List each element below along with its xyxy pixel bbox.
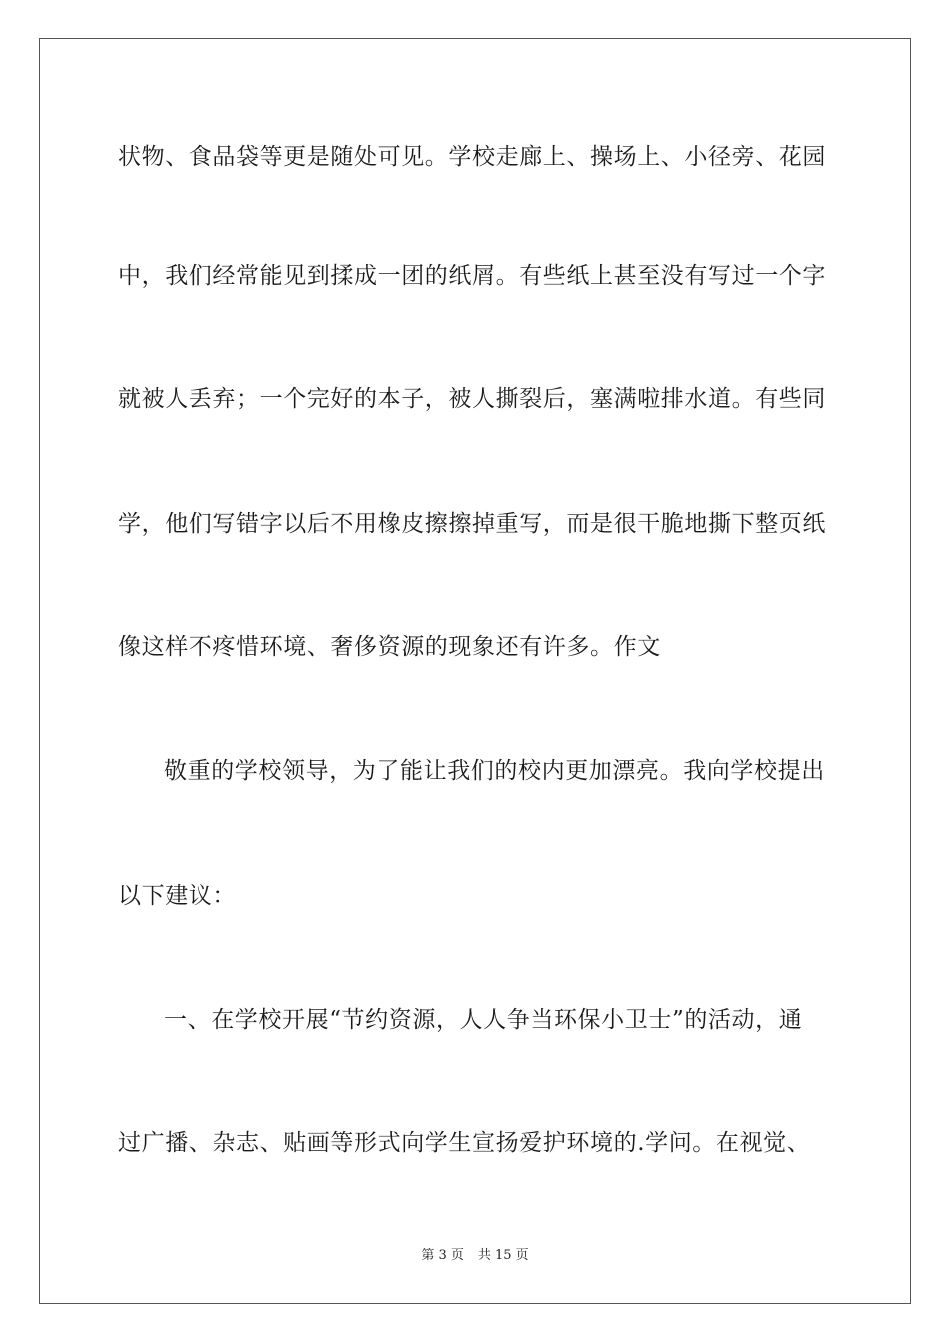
body-line-1: 状物、食品袋等更是随处可见。学校走廊上、操场上、小径旁、花园 xyxy=(118,144,826,170)
body-line-9: 过广播、杂志、贴画等形式向学生宣扬爱护环境的.学问。在视觉、 xyxy=(118,1130,811,1156)
page-border xyxy=(39,38,911,1304)
body-line-5: 像这样不疼惜环境、奢侈资源的现象还有许多。作文 xyxy=(118,634,661,660)
body-line-4: 学，他们写错字以后不用橡皮擦擦掉重写，而是很干脆地撕下整页纸 xyxy=(118,511,826,537)
body-line-7: 以下建议： xyxy=(118,883,236,909)
body-line-8: 一、在学校开展“节约资源，人人争当环保小卫士”的活动，通 xyxy=(164,1007,803,1033)
body-line-2: 中，我们经常能见到揉成一团的纸屑。有些纸上甚至没有写过一个字 xyxy=(118,263,826,289)
page-footer xyxy=(0,1247,950,1265)
page-total: 共 15 页 xyxy=(477,1248,529,1263)
body-line-3: 就被人丢弃；一个完好的本子，被人撕裂后，塞满啦排水道。有些同 xyxy=(118,386,826,412)
page-number: 第 3 页 xyxy=(421,1248,464,1263)
body-line-6: 敬重的学校领导，为了能让我们的校内更加漂亮。我向学校提出 xyxy=(164,758,825,784)
